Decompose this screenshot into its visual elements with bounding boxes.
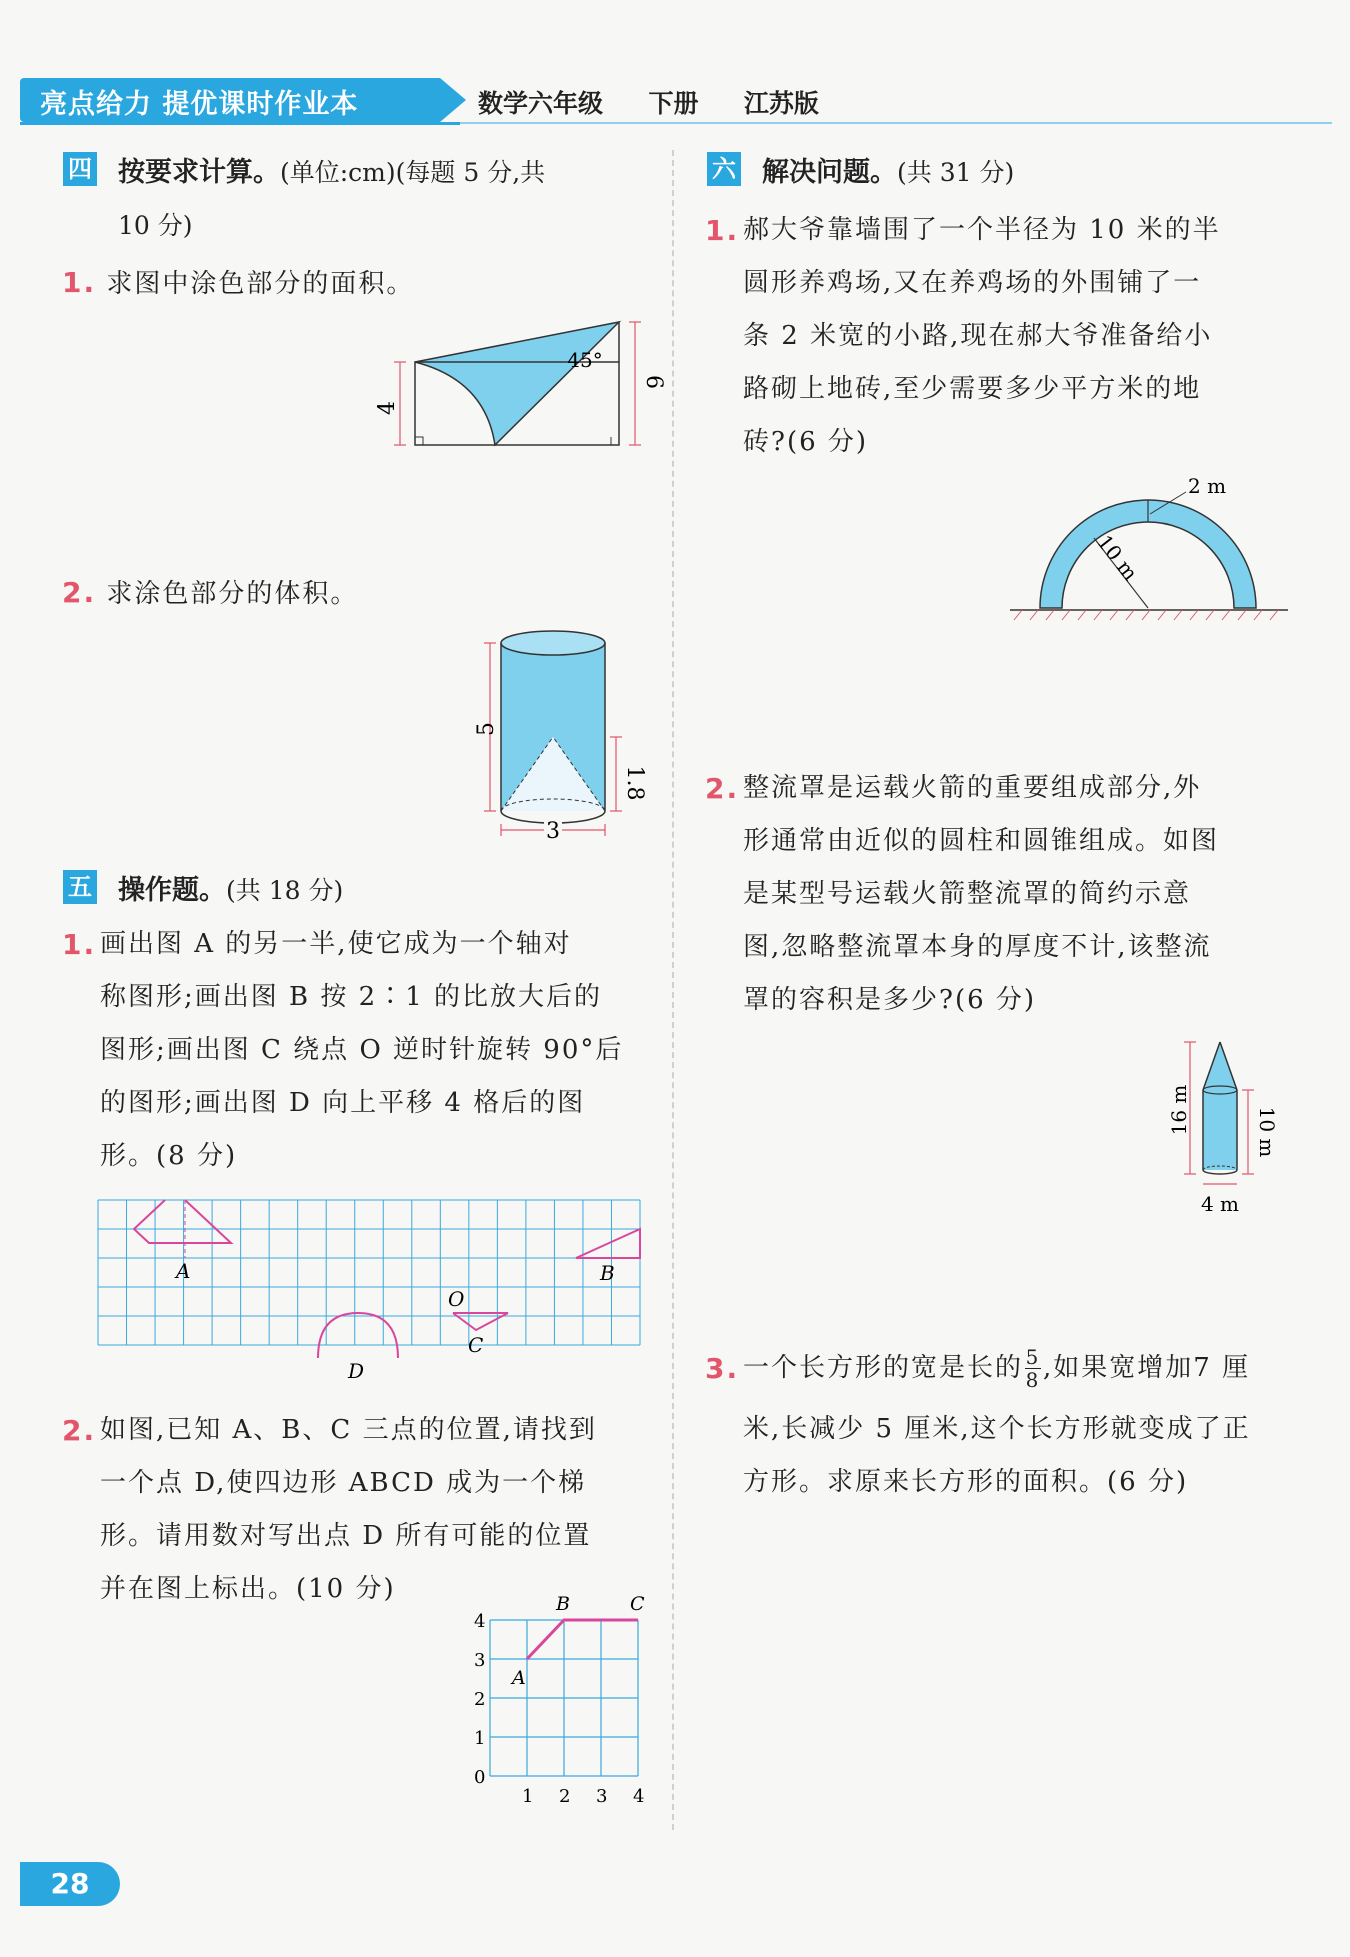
- s5-q2-line: 形。请用数对写出点 D 所有可能的位置: [100, 1521, 592, 1551]
- y-tick: 0: [474, 1767, 486, 1788]
- section-4-badge: 四: [63, 152, 97, 186]
- s6-q1-line: 条 2 米宽的小路,现在郝大爷准备给小: [743, 321, 1213, 351]
- s5-q2-line: 一个点 D,使四边形 ABCD 成为一个梯: [100, 1468, 587, 1498]
- s4-q2-text: 求涂色部分的体积。: [106, 579, 359, 609]
- s5-q1-line: 形。(8 分): [100, 1141, 238, 1171]
- s5-q1-line: 的图形;画出图 D 向上平移 4 格后的图: [100, 1088, 586, 1118]
- section-5-heading: [118, 868, 343, 907]
- s5-q2-number: 2.: [62, 1414, 97, 1447]
- s6-q1-line: 路砌上地砖,至少需要多少平方米的地: [743, 374, 1202, 404]
- label-10m-cyl: 10 m: [1255, 1106, 1279, 1158]
- semicircle-path-figure: [1010, 470, 1290, 620]
- label-2m: 2 m: [1188, 474, 1227, 498]
- section-6-badge: 六: [707, 152, 741, 186]
- label-O: O: [448, 1287, 465, 1311]
- header-rule-left: [20, 122, 460, 125]
- label-1-8: 1.8: [622, 765, 647, 801]
- x-tick: 2: [559, 1786, 571, 1807]
- label-10m: 10 m: [1092, 530, 1143, 586]
- s5-q2-line: 如图,已知 A、B、C 三点的位置,请找到: [100, 1415, 597, 1445]
- label-5: 5: [474, 722, 499, 736]
- point-A-label: A: [512, 1667, 526, 1689]
- label-4: 4: [375, 401, 400, 415]
- label-45deg: 45°: [567, 348, 603, 372]
- section-4-note: (单位:cm)(每题 5 分,共: [280, 158, 546, 187]
- section-4-title: 按要求计算。: [118, 157, 280, 188]
- s4-q2: [62, 566, 358, 621]
- transform-grid: [98, 1200, 643, 1383]
- section-5-title: 操作题。: [118, 875, 226, 906]
- s5-q1-line: 称图形;画出图 B 按 2∶1 的比放大后的: [100, 982, 603, 1012]
- s6-q2-line: 图,忽略整流罩本身的厚度不计,该整流: [743, 932, 1212, 962]
- shaded-region: [415, 322, 619, 445]
- fraction-denominator: 8: [1025, 1368, 1041, 1392]
- s5-q1-line: 图形;画出图 C 绕点 O 逆时针旋转 90°后: [100, 1035, 624, 1065]
- point-C-label: C: [630, 1593, 645, 1615]
- s6-q1-line: 圆形养鸡场,又在养鸡场的外围铺了一: [743, 268, 1202, 298]
- s6-q2-line: 是某型号运载火箭整流罩的简约示意: [743, 879, 1192, 909]
- section-6-note: (共 31 分): [897, 158, 1015, 187]
- fraction-5-8: [1025, 1346, 1041, 1391]
- section-5-badge: 五: [63, 870, 97, 904]
- s5-q1: [62, 918, 662, 1183]
- s5-q1-line: 画出图 A 的另一半,使它成为一个轴对: [100, 929, 572, 959]
- s6-q2-line: 整流罩是运载火箭的重要组成部分,外: [743, 773, 1202, 803]
- label-16m: 16 m: [1167, 1084, 1191, 1136]
- fraction-numerator: 5: [1025, 1345, 1041, 1369]
- s5-q2-line: 并在图上标出。(10 分): [100, 1574, 396, 1604]
- shape-a: [134, 1200, 231, 1243]
- volume: 下册: [648, 89, 699, 118]
- label-B: B: [600, 1261, 615, 1285]
- shape-b: [576, 1229, 640, 1258]
- book-subtitle: [478, 84, 819, 120]
- s6-q1-line: 郝大爷靠墙围了一个半径为 10 米的半: [743, 215, 1221, 245]
- label-6: 6: [641, 375, 666, 389]
- s4-q1: [62, 256, 414, 311]
- s6-q3-line: 方形。求原来长方形的面积。(6 分): [743, 1467, 1189, 1497]
- section-4-note-2: 10 分): [118, 211, 193, 240]
- s6-q2: [705, 762, 1305, 1027]
- s6-q1: [705, 204, 1305, 469]
- y-tick: 1: [474, 1728, 486, 1749]
- section-6-heading: [762, 150, 1014, 189]
- s6-q2-number: 2.: [705, 772, 740, 805]
- s5-q2: [62, 1404, 662, 1616]
- cylinder-figure: [470, 625, 660, 850]
- header-rule: [440, 122, 1332, 124]
- shape-d: [318, 1313, 398, 1358]
- label-3: 3: [546, 819, 560, 844]
- edition: 江苏版: [743, 89, 819, 118]
- s6-q3: [705, 1342, 1325, 1509]
- label-A: A: [176, 1259, 191, 1283]
- column-divider: [672, 150, 674, 1830]
- section-4-heading: [118, 150, 545, 189]
- s6-q1-line: 砖?(6 分): [743, 427, 869, 457]
- y-tick: 3: [474, 1650, 486, 1671]
- page-number: 28: [20, 1862, 120, 1906]
- y-tick: 4: [474, 1611, 486, 1632]
- label-4m: 4 m: [1200, 1192, 1240, 1216]
- coordinate-grid: [460, 1590, 660, 1815]
- s5-q1-number: 1.: [62, 928, 97, 961]
- s6-q2-line: 形通常由近似的圆柱和圆锥组成。如图: [743, 826, 1220, 856]
- s4-q1-text: 求图中涂色部分的面积。: [106, 269, 415, 299]
- fairing-figure: [1167, 1030, 1300, 1230]
- s6-q3-line1b: ,如果宽增加7 厘: [1043, 1353, 1251, 1383]
- x-tick: 4: [633, 1786, 645, 1807]
- subject: 数学六年级: [478, 89, 604, 118]
- s6-q3-number: 3.: [705, 1352, 740, 1385]
- s6-q1-number: 1.: [705, 214, 740, 247]
- s4-q2-number: 2.: [62, 576, 97, 609]
- point-B-label: B: [556, 1593, 570, 1615]
- label-D: D: [348, 1359, 365, 1383]
- x-tick: 1: [522, 1786, 534, 1807]
- s6-q2-line: 罩的容积是多少?(6 分): [743, 985, 1037, 1015]
- s6-q3-line: 米,长减少 5 厘米,这个长方形就变成了正: [743, 1414, 1251, 1444]
- label-C: C: [468, 1333, 484, 1357]
- s4-q1-number: 1.: [62, 266, 97, 299]
- y-tick: 2: [474, 1689, 486, 1710]
- s6-q3-line1a: 一个长方形的宽是长的: [743, 1353, 1024, 1383]
- x-tick: 3: [596, 1786, 608, 1807]
- shaded-area-figure: [375, 310, 666, 460]
- section-6-title: 解决问题。: [762, 157, 897, 188]
- segment-abc: [527, 1620, 638, 1659]
- book-title: 亮点给力 提优课时作业本: [40, 89, 359, 120]
- section-5-note: (共 18 分): [226, 876, 344, 905]
